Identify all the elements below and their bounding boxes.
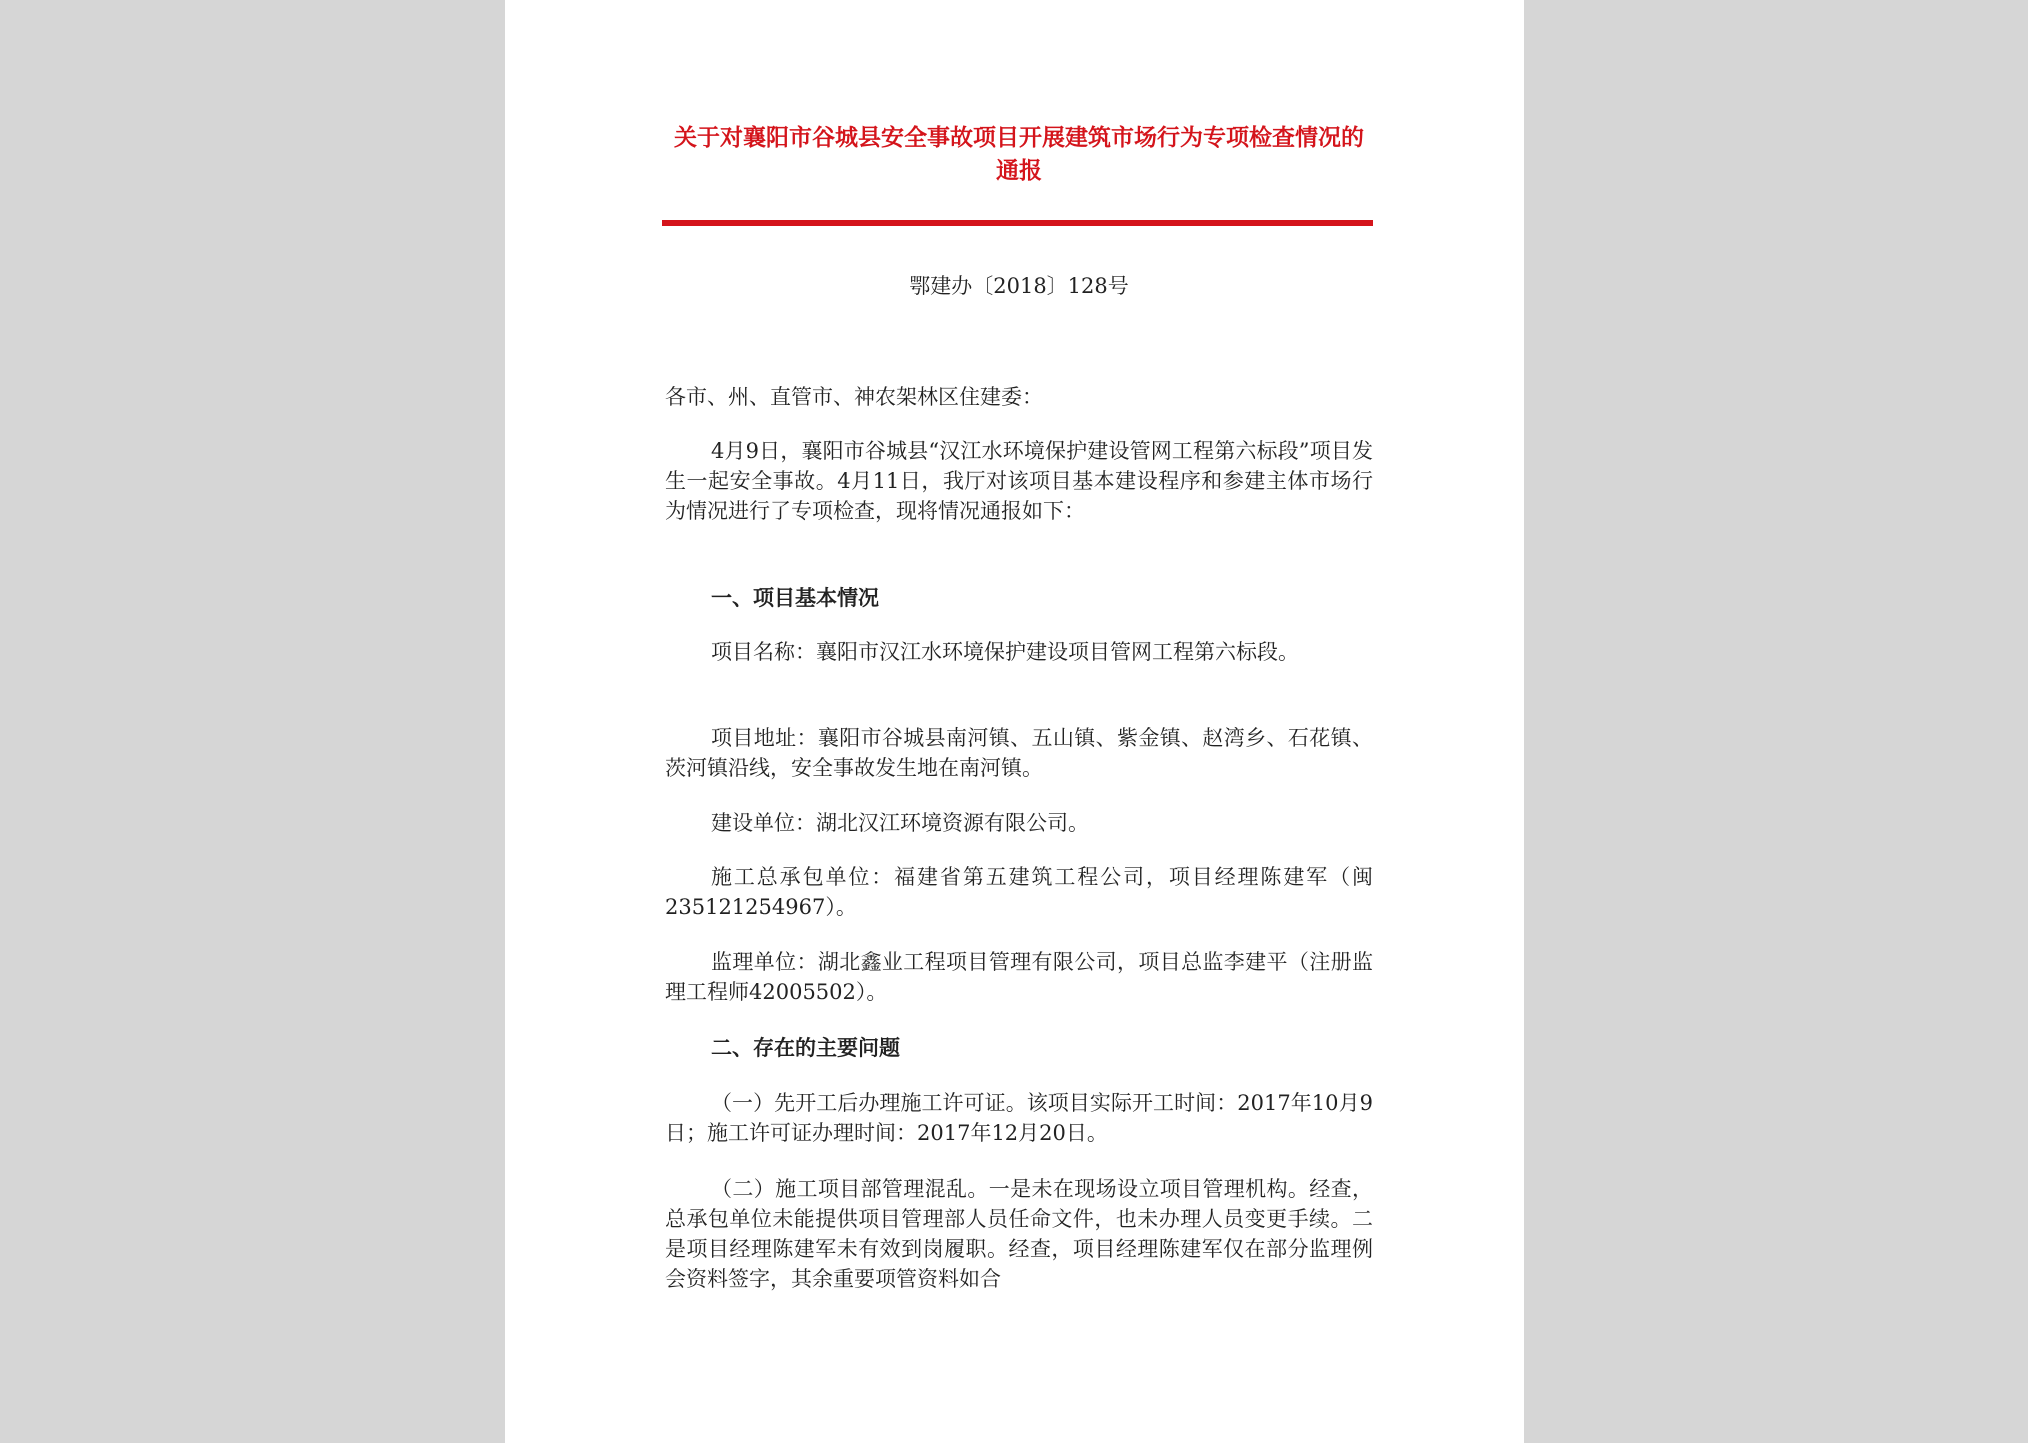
- salutation: 各市、州、直管市、神农架林区住建委：: [665, 385, 1043, 409]
- project-name-paragraph: 项目名称：襄阳市汉江水环境保护建设项目管网工程第六标段。: [711, 640, 1299, 664]
- red-header-rule: [662, 220, 1373, 226]
- document-number: 鄂建办〔2018〕128号: [909, 274, 1129, 298]
- issue-one-paragraph: （一）先开工后办理施工许可证。该项目实际开工时间：2017年10月9日；施工许可证办理时间：2017年12月20日。: [665, 1091, 1373, 1145]
- document-page: [505, 0, 1524, 1443]
- document-title: 关于对襄阳市谷城县安全事故项目开展建筑市场行为专项检查情况的通报: [674, 124, 1364, 184]
- section-heading-main-issues: 二、存在的主要问题: [711, 1035, 900, 1060]
- intro-paragraph: 4月9日，襄阳市谷城县“汉江水环境保护建设管网工程第六标段”项目发生一起安全事故。4月11日，我厅对该项目基本建设程序和参建主体市场行为情况进行了专项检查，现将情况通报如下：: [665, 439, 1373, 523]
- project-address-paragraph: 项目地址：襄阳市谷城县南河镇、五山镇、紫金镇、赵湾乡、石花镇、茨河镇沿线，安全事故发生地在南河镇。: [665, 726, 1373, 780]
- construction-unit-paragraph: 建设单位：湖北汉江环境资源有限公司。: [711, 811, 1089, 835]
- supervision-unit-paragraph: 监理单位：湖北鑫业工程项目管理有限公司，项目总监李建平（注册监理工程师42005502）。: [665, 950, 1373, 1004]
- issue-two-paragraph: （二）施工项目部管理混乱。一是未在现场设立项目管理机构。经查，总承包单位未能提供项目管理部人员任命文件，也未办理人员变更手续。二是项目经理陈建军未有效到岗履职。经查，项目经理陈建军仅在部分监理例会资料签字，其余重要项管资料如合: [665, 1177, 1373, 1291]
- general-contractor-paragraph: 施工总承包单位：福建省第五建筑工程公司，项目经理陈建军（闽235121254967）。: [665, 865, 1373, 919]
- section-heading-basic-info: 一、项目基本情况: [711, 585, 879, 610]
